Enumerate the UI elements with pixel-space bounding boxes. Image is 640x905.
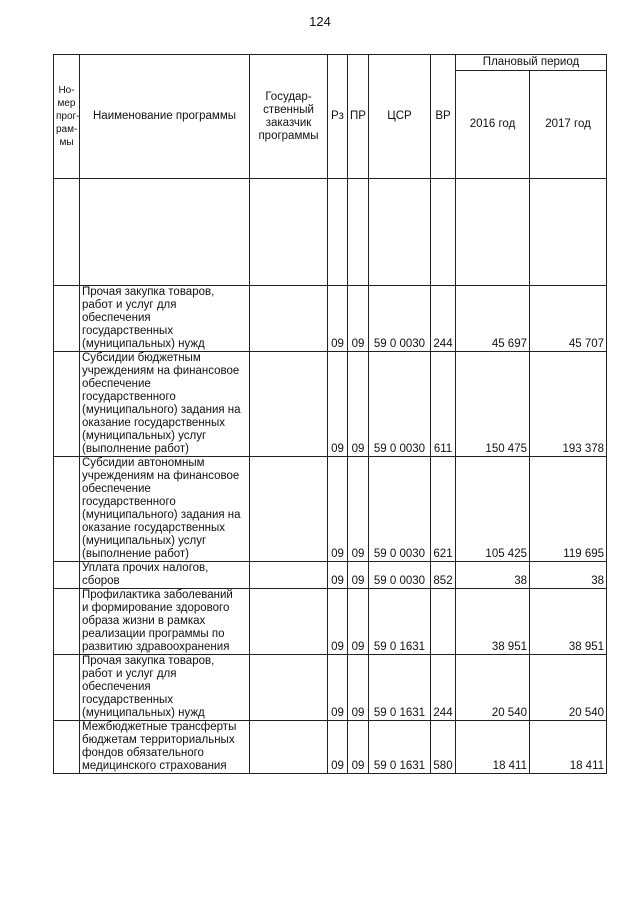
row-pr: 09 [348, 562, 369, 589]
row-program-name: Прочая закупка товаров, работ и услуг для обеспечения государственных (муниципальных) нужд [80, 286, 250, 352]
table-row [54, 721, 607, 774]
row-program-name: Прочая закупка товаров, работ и услуг для обеспечения государственных (муниципальных) нужд [80, 655, 250, 721]
row-pr: 09 [348, 589, 369, 655]
header-pr: ПР [348, 55, 369, 179]
row-vr: 580 [431, 721, 456, 774]
row-csr: 59 0 0030 [369, 352, 431, 457]
row-amount-2016: 150 475 [456, 352, 530, 457]
row-rz: 09 [328, 721, 348, 774]
row-csr: 59 0 1631 [369, 589, 431, 655]
row-csr: 59 0 1631 [369, 721, 431, 774]
row-vr: 852 [431, 562, 456, 589]
row-rz: 09 [328, 457, 348, 562]
row-vr: 621 [431, 457, 456, 562]
row-pr: 09 [348, 457, 369, 562]
row-amount-2016: 45 697 [456, 286, 530, 352]
header-number-line: Но- [58, 85, 75, 96]
header-customer-line: ственный [263, 103, 314, 116]
header-vr: ВР [431, 55, 456, 179]
row-amount-2017: 38 951 [530, 589, 607, 655]
row-amount-2017: 20 540 [530, 655, 607, 721]
header-customer [250, 55, 328, 179]
row-rz: 09 [328, 655, 348, 721]
row-program-name: Субсидии автономным учреждениям на финансовое обеспечение государственного (муниципального) задания на оказание государственных (муниципальных) услуг (выполнение работ) [80, 457, 250, 562]
row-amount-2017: 18 411 [530, 721, 607, 774]
header-year-2016: 2016 год [456, 71, 530, 179]
row-amount-2017: 119 695 [530, 457, 607, 562]
header-spacer-row [54, 179, 607, 286]
page-number: 124 [309, 14, 331, 29]
row-pr: 09 [348, 286, 369, 352]
header-number-line: мы [59, 137, 74, 148]
row-csr: 59 0 0030 [369, 562, 431, 589]
row-amount-2016: 105 425 [456, 457, 530, 562]
row-amount-2016: 18 411 [456, 721, 530, 774]
row-rz: 09 [328, 562, 348, 589]
table-row [54, 655, 607, 721]
header-customer-line: программы [258, 129, 319, 142]
header-number-line: мер [57, 98, 76, 109]
budget-table [53, 54, 607, 774]
header-customer-line: Государ- [265, 90, 312, 103]
table-row [54, 286, 607, 352]
row-pr: 09 [348, 655, 369, 721]
row-csr: 59 0 0030 [369, 457, 431, 562]
header-customer-line: заказчик [265, 116, 312, 129]
row-csr: 59 0 1631 [369, 655, 431, 721]
row-program-name: Межбюджетные трансферты бюджетам территориальных фондов обязательного медицинского страхования [80, 721, 250, 774]
row-amount-2016: 20 540 [456, 655, 530, 721]
row-amount-2017: 45 707 [530, 286, 607, 352]
row-rz: 09 [328, 286, 348, 352]
table-row [54, 457, 607, 562]
row-rz: 09 [328, 589, 348, 655]
row-amount-2016: 38 [456, 562, 530, 589]
row-rz: 09 [328, 352, 348, 457]
row-program-name: Субсидии бюджетным учреждениям на финансовое обеспечение государственного (муниципального) задания на оказание государственных (муниципальных) услуг (выполнение работ) [80, 352, 250, 457]
header-number-line: рам- [56, 124, 78, 135]
row-vr: 611 [431, 352, 456, 457]
row-amount-2016: 38 951 [456, 589, 530, 655]
header-rz: Рз [328, 55, 348, 179]
row-program-name: Уплата прочих налогов, сборов [80, 562, 250, 589]
row-vr [431, 589, 456, 655]
table-row [54, 589, 607, 655]
row-vr: 244 [431, 655, 456, 721]
header-number-line: прог- [56, 111, 80, 122]
table-row [54, 562, 607, 589]
header-row-top [54, 55, 607, 71]
row-amount-2017: 193 378 [530, 352, 607, 457]
header-year-2017: 2017 год [530, 71, 607, 179]
header-program-name: Наименование программы [80, 55, 250, 179]
header-planning-period: Плановый период [456, 55, 607, 71]
row-pr: 09 [348, 352, 369, 457]
header-csr: ЦСР [369, 55, 431, 179]
row-pr: 09 [348, 721, 369, 774]
header-program-number [54, 55, 80, 179]
row-vr: 244 [431, 286, 456, 352]
row-csr: 59 0 0030 [369, 286, 431, 352]
table-row [54, 352, 607, 457]
row-amount-2017: 38 [530, 562, 607, 589]
row-program-name: Профилактика заболеваний и формирование здорового образа жизни в рамках реализации программы по развитию здравоохранения [80, 589, 250, 655]
